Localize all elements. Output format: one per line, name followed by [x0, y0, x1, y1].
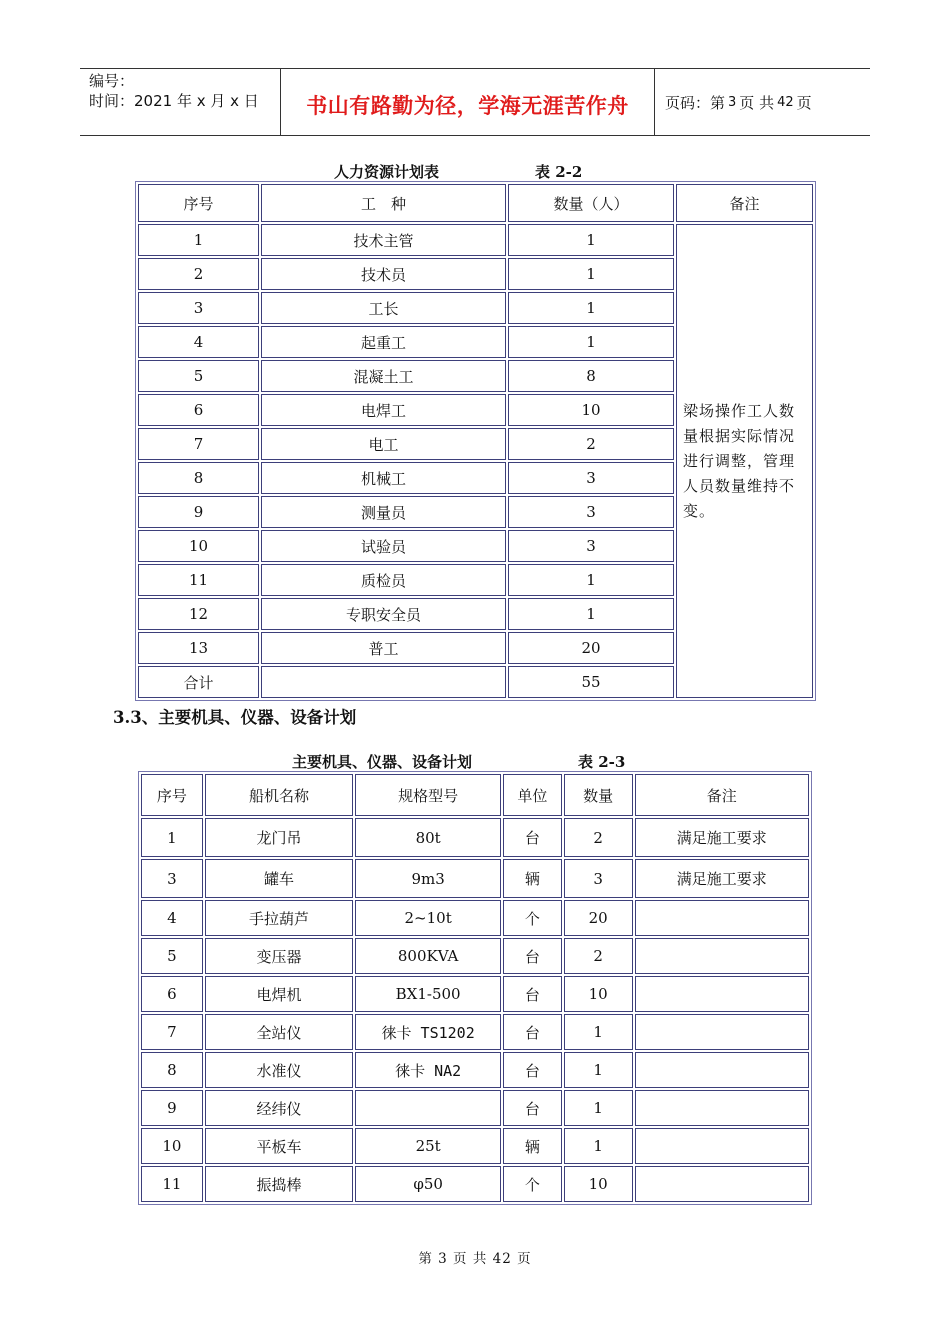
table-cell: 全站仪 [205, 1014, 353, 1050]
table-cell: 10 [508, 394, 674, 426]
table-header-row [141, 774, 809, 816]
table-cell: 3 [508, 462, 674, 494]
table-cell: 10 [564, 1166, 633, 1202]
table-cell: 80t [355, 818, 501, 857]
table-cell: 测量员 [261, 496, 506, 528]
page-prefix: 页码：第 [665, 93, 726, 112]
table-cell: 11 [141, 1166, 203, 1202]
table-row [141, 976, 809, 1012]
table-cell: 技术员 [261, 258, 506, 290]
table-row [141, 900, 809, 936]
table-cell [635, 1014, 809, 1050]
page-current: 3 [728, 94, 737, 110]
table-cell: 经纬仪 [205, 1090, 353, 1126]
table-cell: 工长 [261, 292, 506, 324]
table-cell: 6 [141, 976, 203, 1012]
header-cell: 规格型号 [355, 774, 501, 816]
table-cell: 9m3 [355, 859, 501, 898]
table-cell: 满足施工要求 [635, 818, 809, 857]
table-cell [355, 1090, 501, 1126]
table-cell: 2~10t [355, 900, 501, 936]
table-cell: 1 [141, 818, 203, 857]
table-cell: 起重工 [261, 326, 506, 358]
header-cell: 序号 [141, 774, 203, 816]
page-suffix: 页 [796, 93, 812, 112]
table-cell [635, 1128, 809, 1164]
header-cell: 备注 [676, 184, 813, 222]
table-cell: 个 [503, 1166, 562, 1202]
table-cell: 台 [503, 818, 562, 857]
table-cell: 台 [503, 976, 562, 1012]
table-cell: 水准仪 [205, 1052, 353, 1088]
table-cell: 罐车 [205, 859, 353, 898]
table-cell: 合计 [138, 666, 259, 698]
table-cell: 2 [138, 258, 259, 290]
table-row [141, 938, 809, 974]
table-cell: 5 [138, 360, 259, 392]
table-cell: 2 [564, 938, 633, 974]
table-cell: 振捣棒 [205, 1166, 353, 1202]
table-cell [261, 666, 506, 698]
table-cell: 试验员 [261, 530, 506, 562]
table-cell: 12 [138, 598, 259, 630]
table-row [141, 1128, 809, 1164]
table-row [141, 1052, 809, 1088]
header-cell: 船机名称 [205, 774, 353, 816]
header-cell: 数量（人） [508, 184, 674, 222]
table-cell: 平板车 [205, 1128, 353, 1164]
table-row [141, 1166, 809, 1202]
table-cell: 11 [138, 564, 259, 596]
table-cell: 满足施工要求 [635, 859, 809, 898]
equipment-plan-table [138, 771, 812, 1205]
table-cell: 800KVA [355, 938, 501, 974]
table-row [141, 1014, 809, 1050]
table-cell: 电焊工 [261, 394, 506, 426]
table-cell: 机械工 [261, 462, 506, 494]
table-cell: 1 [564, 1128, 633, 1164]
table-cell: 2 [508, 428, 674, 460]
table-cell [635, 1090, 809, 1126]
table-cell: 20 [508, 632, 674, 664]
table2-caption-number: 表 2-3 [578, 753, 626, 771]
page-header [80, 68, 870, 136]
table-cell: 3 [138, 292, 259, 324]
table-cell: 1 [564, 1014, 633, 1050]
table-cell: 辆 [503, 1128, 562, 1164]
table-cell: 质检员 [261, 564, 506, 596]
header-cell: 序号 [138, 184, 259, 222]
table-row [138, 224, 813, 256]
table-cell: 10 [138, 530, 259, 562]
table-cell: 1 [564, 1090, 633, 1126]
table-cell: 10 [141, 1128, 203, 1164]
table-cell: 8 [508, 360, 674, 392]
table-cell: 8 [138, 462, 259, 494]
table-cell: 龙门吊 [205, 818, 353, 857]
table-cell: 徕卡 NA2 [355, 1052, 501, 1088]
table1-caption: 人力资源计划表 [334, 163, 440, 181]
table-cell: 25t [355, 1128, 501, 1164]
header-motto: 书山有路勤为径，学海无涯苦作舟 [281, 69, 655, 135]
table-cell: 台 [503, 938, 562, 974]
table-cell: 手拉葫芦 [205, 900, 353, 936]
table-cell: 1 [508, 224, 674, 256]
table-cell: 个 [503, 900, 562, 936]
table-cell: 1 [508, 564, 674, 596]
table-cell: 8 [141, 1052, 203, 1088]
table-cell: 5 [141, 938, 203, 974]
table-cell: φ50 [355, 1166, 501, 1202]
table-cell: 3 [508, 530, 674, 562]
table-cell: 电工 [261, 428, 506, 460]
human-resource-table [135, 181, 816, 701]
table-cell: 1 [508, 326, 674, 358]
table-cell: 台 [503, 1052, 562, 1088]
table-cell: 9 [138, 496, 259, 528]
header-cell: 备注 [635, 774, 809, 816]
header-meta [80, 69, 281, 135]
page-total: 42 [777, 94, 794, 110]
table-cell: BX1-500 [355, 976, 501, 1012]
table-cell: 1 [508, 292, 674, 324]
table-cell: 普工 [261, 632, 506, 664]
table-cell: 1 [508, 258, 674, 290]
table-cell: 徕卡 TS1202 [355, 1014, 501, 1050]
table-cell: 7 [138, 428, 259, 460]
table-row [141, 1090, 809, 1126]
table-cell [635, 1052, 809, 1088]
table-cell [635, 976, 809, 1012]
table-cell: 55 [508, 666, 674, 698]
table-cell: 2 [564, 818, 633, 857]
table-cell: 混凝土工 [261, 360, 506, 392]
table-cell: 1 [564, 1052, 633, 1088]
table-cell: 6 [138, 394, 259, 426]
table-cell: 辆 [503, 859, 562, 898]
table-cell: 4 [138, 326, 259, 358]
table-cell: 9 [141, 1090, 203, 1126]
number-label: 编号： [89, 72, 135, 90]
table-cell: 20 [564, 900, 633, 936]
table-cell: 10 [564, 976, 633, 1012]
section-heading: 3.3、主要机具、仪器、设备计划 [113, 708, 357, 727]
table-cell: 13 [138, 632, 259, 664]
header-cell: 单位 [503, 774, 562, 816]
table-cell: 台 [503, 1014, 562, 1050]
table-row [141, 818, 809, 857]
table1-caption-number: 表 2-2 [535, 163, 583, 181]
table-header-row [138, 184, 813, 222]
table-cell: 3 [508, 496, 674, 528]
table-cell: 变压器 [205, 938, 353, 974]
table-cell [635, 938, 809, 974]
table-cell [635, 900, 809, 936]
table-row [141, 859, 809, 898]
table-cell: 3 [564, 859, 633, 898]
table-cell: 1 [138, 224, 259, 256]
table-cell: 4 [141, 900, 203, 936]
table-cell: 技术主管 [261, 224, 506, 256]
time-label: 时间：2021 年 x 月 x 日 [89, 92, 259, 110]
table-cell: 3 [141, 859, 203, 898]
header-cell: 数量 [564, 774, 633, 816]
table-cell: 专职安全员 [261, 598, 506, 630]
table-cell: 台 [503, 1090, 562, 1126]
page-footer: 第 3 页 共 42 页 [418, 1251, 532, 1267]
remarks-cell: 梁场操作工人数量根据实际情况进行调整，管理人员数量维持不变。 [676, 224, 813, 698]
table2-caption: 主要机具、仪器、设备计划 [292, 753, 473, 771]
table-cell: 电焊机 [205, 976, 353, 1012]
table-cell [635, 1166, 809, 1202]
table-cell: 7 [141, 1014, 203, 1050]
table-cell: 1 [508, 598, 674, 630]
page-mid: 页 共 [739, 93, 775, 112]
header-page-info [655, 69, 870, 135]
header-cell: 工 种 [261, 184, 506, 222]
